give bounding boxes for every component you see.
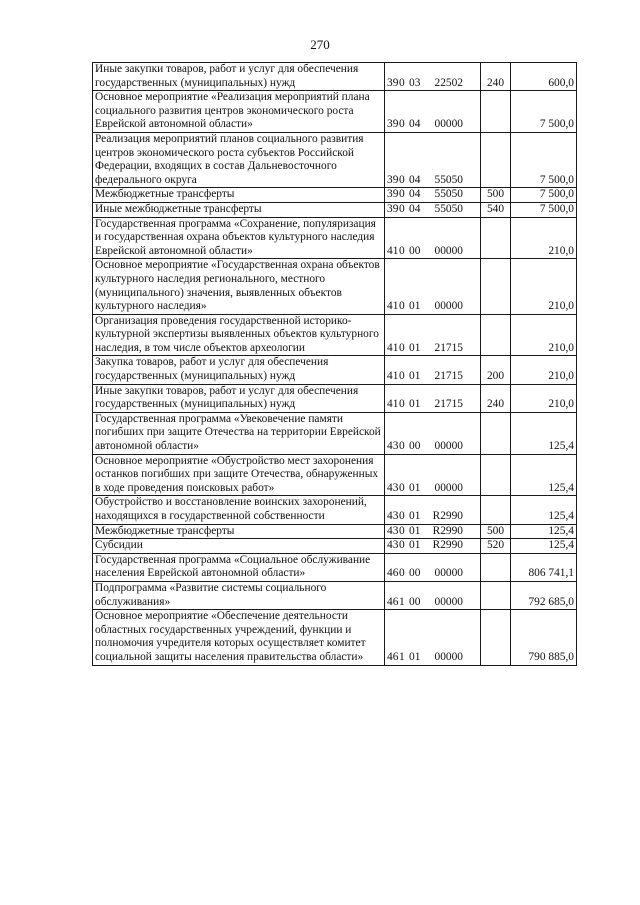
amount: 210,0 — [511, 259, 577, 314]
amount: 7 500,0 — [511, 132, 577, 187]
expense-type-code — [481, 496, 511, 524]
code-part: 00 — [409, 567, 421, 580]
code-part: 04 — [409, 173, 421, 186]
code-part: 01 — [409, 481, 421, 494]
target-article-code — [385, 581, 481, 609]
amount: 210,0 — [511, 217, 577, 259]
table-row — [93, 217, 577, 259]
code-part: 0 — [399, 440, 405, 453]
code-part: 00 — [409, 595, 421, 608]
page-number: 270 — [310, 37, 330, 52]
code-part: 0 — [399, 188, 405, 201]
code-part: 1 — [399, 595, 405, 608]
code-part: 00 — [409, 244, 421, 257]
amount: 792 685,0 — [511, 581, 577, 609]
table-row — [93, 188, 577, 203]
code-part: 0 — [399, 370, 405, 383]
expense-type-code: 540 — [481, 202, 511, 217]
code-part: 39 — [387, 188, 399, 201]
code-part: 0 — [399, 300, 405, 313]
code-part: 0 — [399, 76, 405, 89]
amount: 7 500,0 — [511, 202, 577, 217]
code-part: 0 — [399, 341, 405, 354]
table-row — [93, 384, 577, 412]
expense-type-code: 240 — [481, 384, 511, 412]
row-name: Субсидии — [93, 539, 385, 554]
amount: 125,4 — [511, 524, 577, 539]
amount: 806 741,1 — [511, 553, 577, 581]
expense-type-code — [481, 553, 511, 581]
code-part: 04 — [409, 202, 421, 215]
code-part: 0 — [399, 510, 405, 522]
code-part: 46 — [387, 595, 399, 608]
expense-type-code: 520 — [481, 539, 511, 554]
expense-type-code — [481, 259, 511, 314]
row-name: Основное мероприятие «Реализация мероприятий плана социального развития центров экономического роста Еврейской автономной области» — [93, 91, 385, 133]
expense-type-code — [481, 454, 511, 496]
row-name: Иные закупки товаров, работ и услуг для обеспечения государственных (муниципальных) нужд — [93, 63, 385, 91]
row-name: Государственная программа «Увековечение памяти погибших при защите Отечества на территории Еврейской автономной области» — [93, 412, 385, 454]
code-part: 55050 — [434, 188, 463, 201]
row-name: Подпрограмма «Развитие системы социального обслуживания» — [93, 581, 385, 609]
code-part: 0 — [399, 481, 405, 494]
code-part: 00000 — [434, 440, 463, 453]
code-part: 0 — [399, 118, 405, 131]
code-part: 00000 — [434, 300, 463, 313]
code-part: 01 — [409, 300, 421, 313]
table-row — [93, 91, 577, 133]
code-part: 00000 — [434, 244, 463, 257]
expense-type-code: 500 — [481, 188, 511, 203]
table-row — [93, 259, 577, 314]
code-part: 43 — [387, 539, 399, 552]
expense-type-code — [481, 217, 511, 259]
row-name: Межбюджетные трансферты — [93, 524, 385, 539]
amount: 125,4 — [511, 454, 577, 496]
table-row — [93, 553, 577, 581]
amount: 210,0 — [511, 384, 577, 412]
code-part: 21715 — [434, 341, 463, 354]
code-part: 41 — [387, 300, 399, 313]
amount: 790 885,0 — [511, 610, 577, 665]
amount: 125,4 — [511, 496, 577, 524]
row-name: Организация проведения государственной историко-культурной экспертизы выявленных объектов культурного наследия, в том числе объектов археологии — [93, 314, 385, 356]
target-article-code — [385, 496, 481, 524]
code-part: 41 — [387, 341, 399, 354]
code-part: 39 — [387, 118, 399, 131]
target-article-code — [385, 356, 481, 384]
code-part: 00000 — [434, 595, 463, 608]
expense-type-code: 500 — [481, 524, 511, 539]
expense-type-code — [481, 412, 511, 454]
expense-type-code: 200 — [481, 356, 511, 384]
target-article-code — [385, 91, 481, 133]
code-part: 04 — [409, 188, 421, 201]
code-part: 01 — [409, 650, 421, 663]
expense-type-code — [481, 91, 511, 133]
table-row — [93, 412, 577, 454]
row-name: Основное мероприятие «Обустройство мест захоронения останков погибших при защите Отечества, обнаруженных в ходе проведения поисковых работ» — [93, 454, 385, 496]
code-part: 01 — [409, 398, 421, 411]
code-part: 22502 — [434, 76, 463, 89]
row-name: Закупка товаров, работ и услуг для обеспечения государственных (муниципальных) нужд — [93, 356, 385, 384]
target-article-code — [385, 202, 481, 217]
code-part: 01 — [409, 510, 421, 522]
expense-type-code: 240 — [481, 63, 511, 91]
code-part: 39 — [387, 173, 399, 186]
table-row — [93, 524, 577, 539]
table-row — [93, 539, 577, 554]
code-part: 41 — [387, 370, 399, 383]
table-row — [93, 581, 577, 609]
code-part: 00 — [409, 440, 421, 453]
code-part: R2990 — [432, 539, 463, 552]
code-part: R2990 — [432, 524, 463, 537]
code-part: 01 — [409, 524, 421, 537]
target-article-code — [385, 539, 481, 554]
table-row — [93, 610, 577, 665]
code-part: 21715 — [434, 398, 463, 411]
expense-type-code — [481, 132, 511, 187]
expense-type-code — [481, 581, 511, 609]
table-row — [93, 454, 577, 496]
row-name: Основное мероприятие «Государственная охрана объектов культурного наследия регионального, местного (муниципального) значения, выявленных объектов культурного наследия» — [93, 259, 385, 314]
code-part: 01 — [409, 539, 421, 552]
target-article-code — [385, 553, 481, 581]
amount: 125,4 — [511, 539, 577, 554]
code-part: 03 — [409, 76, 421, 89]
amount: 210,0 — [511, 356, 577, 384]
code-part: 1 — [399, 650, 405, 663]
code-part: 41 — [387, 398, 399, 411]
row-name: Реализация мероприятий планов социального развития центров экономического роста субъектов Российской Федерации, входящих в состав Дальневосточного федерального округа — [93, 132, 385, 187]
table-row — [93, 132, 577, 187]
code-part: 39 — [387, 202, 399, 215]
amount: 125,4 — [511, 412, 577, 454]
target-article-code — [385, 63, 481, 91]
row-name: Основное мероприятие «Обеспечение деятельности областных государственных учреждений, функции и полномочия учредителя которых осуществляет комитет социальной защиты населения правительства области» — [93, 610, 385, 665]
code-part: 00000 — [434, 567, 463, 580]
code-part: 43 — [387, 440, 399, 453]
code-part: 01 — [409, 370, 421, 383]
amount: 7 500,0 — [511, 91, 577, 133]
row-name: Государственная программа «Социальное обслуживание населения Еврейской автономной области» — [93, 553, 385, 581]
amount: 210,0 — [511, 314, 577, 356]
code-part: 0 — [399, 567, 405, 580]
code-part: 55050 — [434, 202, 463, 215]
code-part: 39 — [387, 76, 399, 89]
budget-table — [92, 62, 577, 666]
target-article-code — [385, 384, 481, 412]
code-part: 0 — [399, 398, 405, 411]
code-part: 0 — [399, 244, 405, 257]
row-name: Обустройство и восстановление воинских захоронений, находящихся в государственной собственности — [93, 496, 385, 524]
code-part: 43 — [387, 481, 399, 494]
code-part: 0 — [399, 539, 405, 552]
code-part: 21715 — [434, 370, 463, 383]
target-article-code — [385, 259, 481, 314]
code-part: 43 — [387, 524, 399, 537]
target-article-code — [385, 314, 481, 356]
code-part: 0 — [399, 173, 405, 186]
target-article-code — [385, 217, 481, 259]
table-row — [93, 202, 577, 217]
code-part: 0 — [399, 524, 405, 537]
code-part: R2990 — [432, 510, 463, 522]
expense-type-code — [481, 610, 511, 665]
target-article-code — [385, 412, 481, 454]
target-article-code — [385, 610, 481, 665]
expense-type-code — [481, 314, 511, 356]
code-part: 41 — [387, 244, 399, 257]
code-part: 00000 — [434, 650, 463, 663]
row-name: Иные закупки товаров, работ и услуг для обеспечения государственных (муниципальных) нужд — [93, 384, 385, 412]
code-part: 01 — [409, 341, 421, 354]
target-article-code — [385, 524, 481, 539]
code-part: 43 — [387, 510, 399, 522]
code-part: 0 — [399, 202, 405, 215]
code-part: 00000 — [434, 481, 463, 494]
target-article-code — [385, 454, 481, 496]
code-part: 46 — [387, 567, 399, 580]
code-part: 46 — [387, 650, 399, 663]
target-article-code — [385, 188, 481, 203]
target-article-code — [385, 132, 481, 187]
amount: 7 500,0 — [511, 188, 577, 203]
row-name: Государственная программа «Сохранение, популяризация и государственная охрана объектов культурного наследия Еврейской автономной области» — [93, 217, 385, 259]
code-part: 55050 — [434, 173, 463, 186]
table-row — [93, 63, 577, 91]
code-part: 00000 — [434, 118, 463, 131]
table-row — [93, 314, 577, 356]
table-row — [93, 496, 577, 524]
code-part: 04 — [409, 118, 421, 131]
amount: 600,0 — [511, 63, 577, 91]
row-name: Иные межбюджетные трансферты — [93, 202, 385, 217]
table-row — [93, 356, 577, 384]
row-name: Межбюджетные трансферты — [93, 188, 385, 203]
